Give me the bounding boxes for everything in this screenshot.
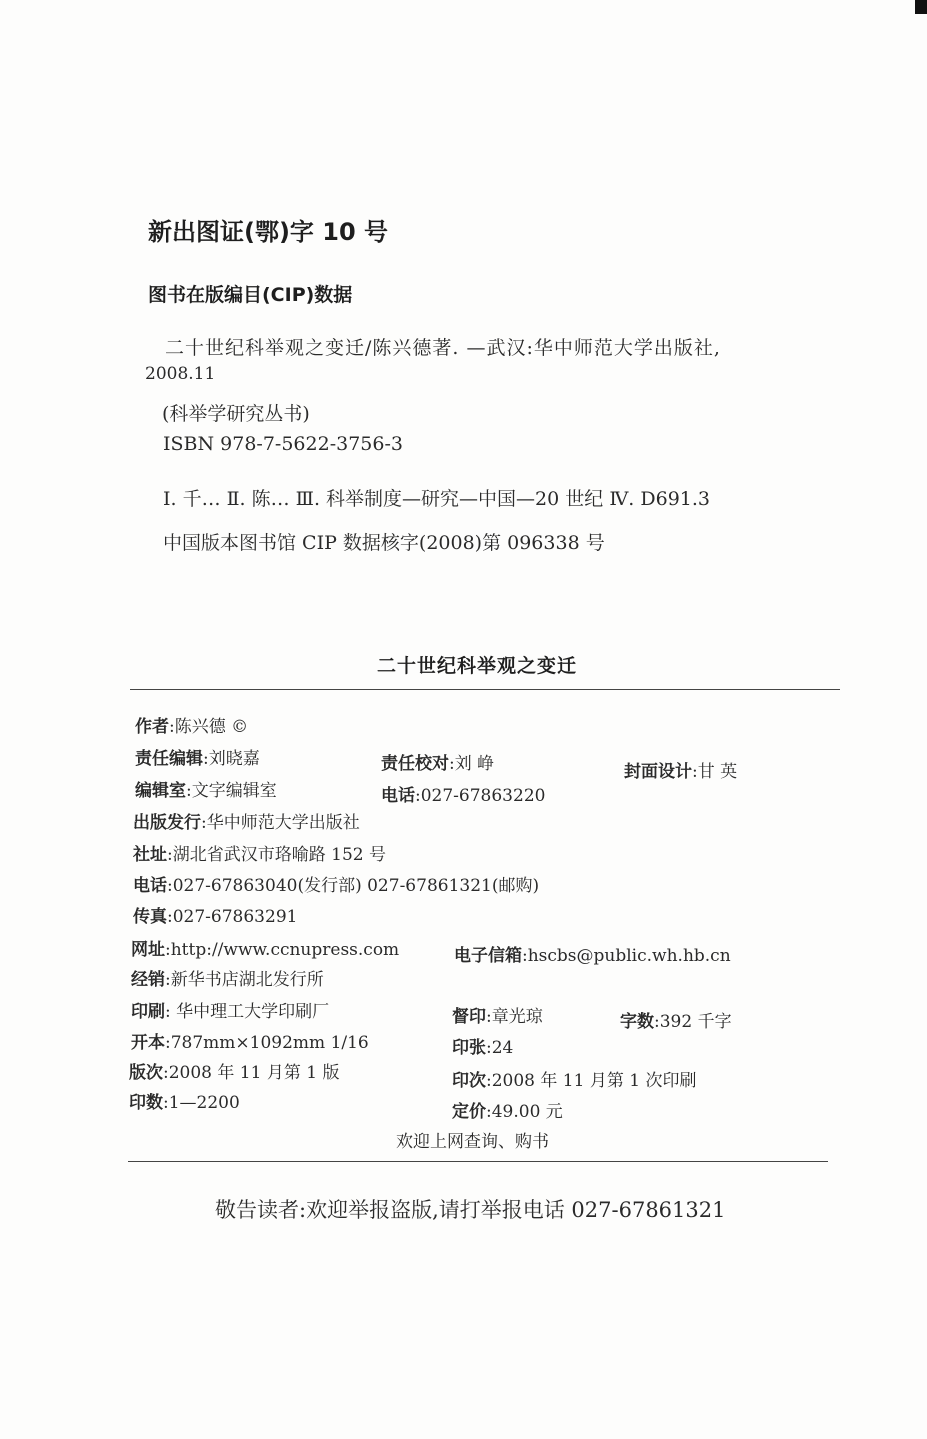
- cip-date-line: 2008.11: [145, 364, 216, 384]
- sheets-row: 印张:24: [452, 1038, 514, 1058]
- welcome-line: 欢迎上网查询、购书: [396, 1132, 549, 1152]
- print-run-row: 印数:1—2200: [129, 1093, 240, 1113]
- edition-row: 版次:2008 年 11 月第 1 版: [129, 1063, 340, 1083]
- author-row: 作者:陈兴德 ©: [135, 717, 249, 737]
- price-row: 定价:49.00 元: [452, 1102, 563, 1122]
- scan-corner-mark: [915, 0, 927, 14]
- format-row: 开本:787mm×1092mm 1/16: [131, 1033, 369, 1053]
- permit-number: 新出图证(鄂)字 10 号: [148, 218, 389, 246]
- proofreader-row: 责任校对:刘 峥: [381, 754, 495, 774]
- anti-piracy-notice: 敬告读者:欢迎举报盗版,请打举报电话 027-67861321: [215, 1198, 726, 1222]
- cip-isbn: ISBN 978-7-5622-3756-3: [163, 433, 403, 455]
- editor-row: 责任编辑:刘晓嘉: [135, 749, 260, 769]
- cip-heading: 图书在版编目(CIP)数据: [148, 284, 353, 306]
- word-count-row: 字数:392 千字: [620, 1012, 732, 1032]
- cip-title-line: 二十世纪科举观之变迁/陈兴德著. —武汉:华中师范大学出版社,: [165, 337, 721, 359]
- address-row: 社址:湖北省武汉市珞喻路 152 号: [133, 845, 386, 865]
- printer-row: 印刷: 华中理工大学印刷厂: [131, 1002, 330, 1022]
- bottom-divider: [128, 1161, 828, 1162]
- cip-classification: Ⅰ. 千… Ⅱ. 陈… Ⅲ. 科举制度—研究—中国—20 世纪 Ⅳ. D691.3: [163, 488, 711, 510]
- editorial-office-row: 编辑室:文字编辑室: [135, 781, 277, 801]
- print-supervisor-row: 督印:章光琼: [452, 1007, 543, 1027]
- top-divider: [130, 689, 840, 690]
- fax-row: 传真:027-67863291: [133, 907, 298, 927]
- book-title: 二十世纪科举观之变迁: [377, 655, 578, 677]
- cover-designer-row: 封面设计:甘 英: [624, 762, 738, 782]
- office-phone-row: 电话:027-67863220: [381, 786, 546, 806]
- email-row: 电子信箱:hscbs@public.wh.hb.cn: [454, 946, 731, 966]
- cip-series: (科举学研究丛书): [162, 403, 310, 425]
- cip-record-number: 中国版本图书馆 CIP 数据核字(2008)第 096338 号: [163, 532, 605, 554]
- publisher-row: 出版发行:华中师范大学出版社: [133, 813, 360, 833]
- distributor-row: 经销:新华书店湖北发行所: [131, 970, 324, 990]
- impression-row: 印次:2008 年 11 月第 1 次印刷: [452, 1071, 697, 1091]
- website-row: 网址:http://www.ccnupress.com: [131, 940, 400, 960]
- phone-row: 电话:027-67863040(发行部) 027-67861321(邮购): [133, 876, 540, 896]
